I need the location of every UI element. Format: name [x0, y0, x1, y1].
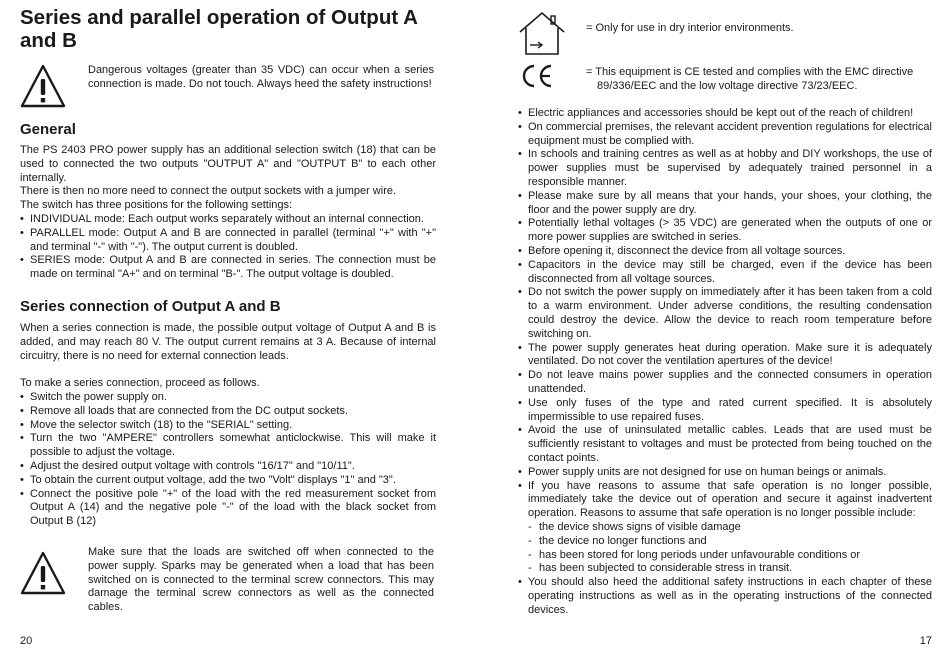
- safety-item: • Electric appliances and accessories should be kept out of the reach of children!: [518, 107, 932, 121]
- step-item: • Turn the two "AMPERE" controllers somewhat anticlockwise. This will make it possible to adjust the voltage.: [20, 432, 436, 460]
- ce-mark-icon: [520, 63, 554, 89]
- safety-item: • Avoid the use of uninsulated metallic cables. Leads that are used must be sufficiently resistant to voltages and must be protected from being touched on the contact points.: [518, 424, 932, 465]
- safety-item: • Capacitors in the device may still be charged, even if the device has been disconnected from all voltage sources.: [518, 259, 932, 287]
- safety-item: • Please make sure by all means that your hands, your shoes, your clothing, the floor and the power supply are dry.: [518, 190, 932, 218]
- step-item: • Connect the positive pole "+" of the load with the red measurement socket from Output A (14) and the negative pole "-" of the load with the black socket from Output B (12): [20, 488, 436, 529]
- safety-list: [518, 107, 932, 617]
- ce-compliance-text: = This equipment is CE tested and complies with the EMC directive 89/336/EEC and the low voltage directive 73/23/EEC.: [586, 66, 914, 92]
- safety-item: • On commercial premises, the relevant accident prevention regulations for electrical equipment must be complied with.: [518, 121, 932, 149]
- general-body: [20, 144, 436, 282]
- safety-item: • Do not switch the power supply on immediately after it has been taken from a cold to a warm environment. Under adverse conditions, the resulting condensation could destroy the device. Allow the device to reach room temperature before switching on.: [518, 286, 932, 341]
- mode-list: [20, 213, 436, 282]
- page-number-left: 20: [20, 635, 33, 647]
- step-item: • Switch the power supply on.: [20, 391, 436, 405]
- safety-item: • Before opening it, disconnect the device from all voltage sources.: [518, 245, 932, 259]
- left-page: [20, 0, 436, 651]
- step-item: • Remove all loads that are connected from the DC output sockets.: [20, 405, 436, 419]
- page-number-right: 17: [919, 635, 932, 647]
- mode-item: • PARALLEL mode: Output A and B are connected in parallel (terminal "+" with "+" and terminal "-" with "-"). The output current is doubled.: [20, 227, 436, 255]
- right-page: [518, 0, 932, 651]
- unsafe-condition-item: - has been subjected to considerable stress in transit.: [528, 562, 932, 576]
- general-paragraph: The PS 2403 PRO power supply has an additional selection switch (18) that can be used to connected the two outputs "OUTPUT A" and "OUTPUT B" to each other internally.: [20, 144, 436, 184]
- series-paragraph: To make a series connection, proceed as follows.: [20, 377, 260, 390]
- safety-item: • You should also heed the additional safety instructions in each chapter of these operating instructions as well as in the operating instructions of the connected devices.: [518, 576, 932, 617]
- series-body: [20, 322, 436, 529]
- step-item: • To obtain the current output voltage, add the two "Volt" displays "1" and "3".: [20, 474, 436, 488]
- warning-text-sparks: Make sure that the loads are switched off when connected to the power supply. Sparks may be generated when a load that has been switched on is connected to the terminal screw connectors. This may damage the terminal screw connectors as well as the connected cables.: [88, 546, 434, 614]
- safety-item: • The power supply generates heat during operation. Make sure it is adequately ventilated. Do not cover the ventilation apertures of the device!: [518, 342, 932, 370]
- section-title-general: General: [20, 121, 76, 138]
- unsafe-condition-item: - has been stored for long periods under unfavourable conditions or: [528, 549, 932, 563]
- unsafe-conditions-list: [528, 521, 932, 576]
- safety-item: • Potentially lethal voltages (> 35 VDC) are generated when the outputs of one or more power supplies are switched in series.: [518, 217, 932, 245]
- warning-triangle-icon: [20, 551, 66, 595]
- general-paragraph: The switch has three positions for the following settings:: [20, 199, 293, 212]
- series-steps-list: [20, 391, 436, 529]
- section-title-series-connection: Series connection of Output A and B: [20, 298, 281, 315]
- safety-item-text: If you have reasons to assume that safe operation is no longer possible, immediately take the device out of operation and secure it against inadvertent operation. Reasons to assume that safe operation is no longer possible include:: [528, 479, 932, 520]
- warning-triangle-icon: [20, 64, 66, 108]
- general-paragraph: There is then no more need to connect the output sockets with a jumper wire.: [20, 185, 397, 198]
- safety-item: • Use only fuses of the type and rated current specified. It is absolutely impermissible to use repaired fuses.: [518, 397, 932, 425]
- safety-instructions: [518, 107, 932, 617]
- page-title: Series and parallel operation of Output A and B: [20, 6, 418, 52]
- step-item: • Move the selector switch (18) to the "SERIAL" setting.: [20, 419, 436, 433]
- dry-interior-house-icon: [518, 10, 566, 56]
- safety-item: • In schools and training centres as well as at hobby and DIY workshops, the use of power supplies must be supervised by adequately trained personnel in a responsible manner.: [518, 148, 932, 189]
- mode-item: • INDIVIDUAL mode: Each output works separately without an internal connection.: [20, 213, 436, 227]
- unsafe-condition-item: - the device no longer functions and: [528, 535, 932, 549]
- safety-item: • Power supply units are not designed for use on human beings or animals.: [518, 466, 932, 480]
- safety-item: • Do not leave mains power supplies and the connected consumers in operation unattended.: [518, 369, 932, 397]
- warning-text-high-voltage: Dangerous voltages (greater than 35 VDC) can occur when a series connection is made. Do not touch. Always heed the safety instructions!: [88, 64, 434, 90]
- unsafe-condition-item: - the device shows signs of visible damage: [528, 521, 932, 535]
- mode-item: • SERIES mode: Output A and B are connected in series. The connection must be made on terminal "A+" and on terminal "B-". The output voltage is doubled.: [20, 254, 436, 282]
- dry-interior-text: = Only for use in dry interior environments.: [586, 22, 794, 34]
- series-paragraph: When a series connection is made, the possible output voltage of Output A and B is added, and may reach 80 V. The output current remains at 3 A. Because of internal circuitry, there is no need for external connection leads.: [20, 322, 436, 362]
- step-item: • Adjust the desired output voltage with controls "16/17" and "10/11".: [20, 460, 436, 474]
- safety-item-safe-operation: [518, 480, 932, 577]
